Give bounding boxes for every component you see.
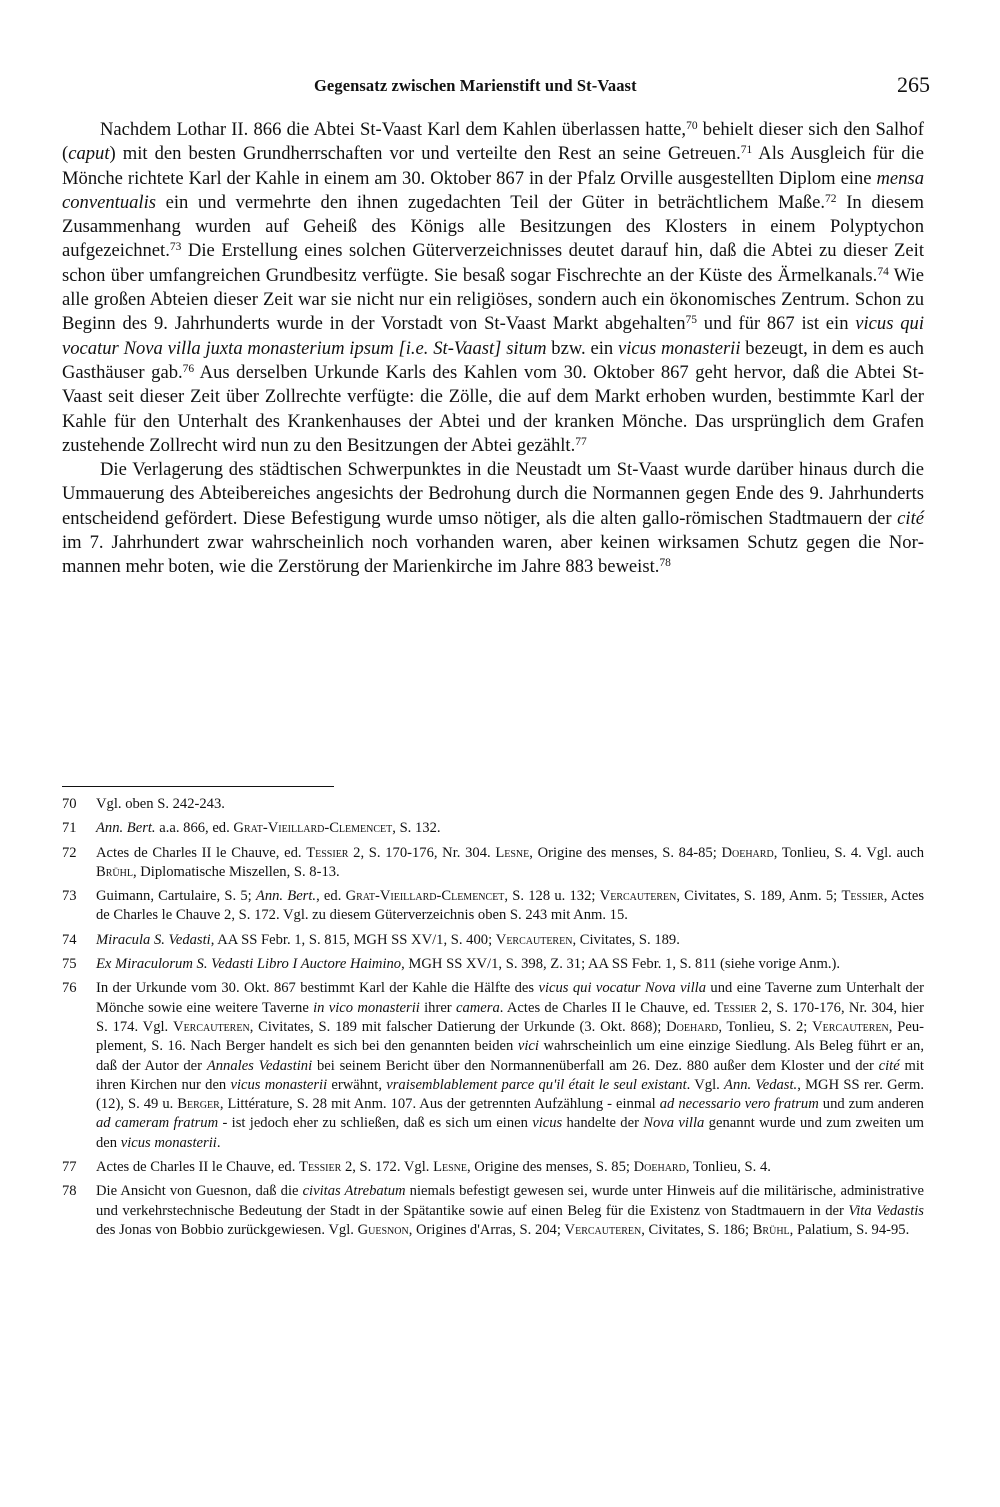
italic-text: ad necessario vero fratrum [659, 1096, 819, 1113]
footnote [62, 1182, 924, 1240]
italic-text: vicus [532, 1115, 563, 1132]
text-run: , Palatium, S. 94-95. [789, 1221, 910, 1238]
text-run: , Origines d'Arras, S. 204; [408, 1221, 565, 1238]
text-run: ihrer [419, 999, 456, 1016]
footnote-number: 70 [62, 796, 77, 812]
text-run: , Peuplement, S. 16. Nach Berger handelt es sich bei den genannten beiden [96, 1018, 925, 1055]
author-name: Grat-Vieillard-Clemencet [233, 820, 393, 837]
text-run: genannt wurde und zum zweiten um den [96, 1115, 924, 1151]
text-run: , Littérature, S. 28 mit Anm. 107. Aus der getrennten Aufzählung - einmal [219, 1096, 660, 1113]
text-run: und für 867 ist ein [697, 313, 856, 335]
text-run: - ist jedoch eher zu schließen, daß es sich um einen [218, 1115, 533, 1132]
text-run: Aus derselben Urkunde Karls des Kahlen vom 30. Oktober 867 geht hervor, daß die Abtei St-Vaast seit dieser Zeit über Zollrechte verfügte: die Zölle, die auf dem Markt erhoben wurden, bestimmte Karl der Kahle für den Unterhalt des Krankenhauses der Abtei und der kranken Mönche. Das ursprünglich dem Grafen zustehende Zollrecht wird nun zu den Besitzungen der Abtei gezählt. [62, 361, 924, 456]
text-run: handelte der [562, 1115, 644, 1132]
text-run: mit ihren Kirchen nur den [96, 1057, 924, 1093]
text-run: , S. 128 u. 132; [504, 888, 600, 905]
text-run: und zum anderen [818, 1096, 924, 1113]
text-run: im 7. Jahrhundert zwar wahrscheinlich noch vorhanden waren, aber keinen wirksamen Schutz gegen die Normannen mehr boten, wie die Zerstörung der Marienkirche im Jahre 883 beweist. [62, 532, 924, 578]
footnote-number: 78 [62, 1183, 77, 1200]
text-run: , Tonlieu, S. 4. Vgl. auch [773, 844, 925, 861]
italic-text: vicus monasterii [230, 1076, 328, 1093]
footnote-ref: 70 [686, 120, 698, 132]
author-name: Vercauteren [599, 888, 677, 905]
text-run: , MGH SS XV/1, S. 398, Z. 31; AA SS Febr. 1, S. 811 (siehe vorige Anm.). [401, 956, 841, 973]
footnote [62, 887, 924, 926]
italic-text: vicus qui vocatur Nova villa [538, 980, 707, 997]
text-run: bei seinem Bericht über den Normannenüberfall am 26. Dez. 880 außer dem Kloster und der [312, 1057, 879, 1074]
text-run: Actes de Charles II le Chauve, ed. [96, 1159, 300, 1176]
footnote-number: 71 [62, 820, 77, 837]
author-name: Doehard [666, 1018, 719, 1035]
text-run: niemals befestigt gewesen sei, wurde unter Hinweis auf die militärische, administrative und verkehrstechnische Bedeutung der Stadt in der Spätantike sowie auf einen Beleg für die Existenz von Stadtmauern in der [96, 1183, 924, 1219]
footnote-ref: 71 [740, 144, 753, 157]
text-run: , Civitates, S. 186; [641, 1221, 753, 1238]
footnote [62, 979, 924, 1153]
text-run: Die Ansicht von Guesnon, daß die [96, 1183, 303, 1200]
text-run: In diesem Zusammenhang wurden auf Geheiß des Königs alle Besitzungen des Klosters in einem Polyptychon aufgezeichnet. [62, 191, 924, 262]
text-run: des Jonas von Bobbio zurückgewiesen. Vgl. [96, 1221, 358, 1238]
text-run: Als Ausgleich für die Mönche richtete Karl der Kahle in einem am 30. Oktober 867 in der Pfalz Orville ausgestellten Diplom eine [62, 143, 924, 189]
footnote-number: 75 [62, 956, 77, 973]
author-name: Berger [177, 1096, 220, 1113]
italic-text: Annales Vedastini [206, 1057, 313, 1074]
text-run: , Civitates, S. 189 mit falscher Datierung der Urkunde (3. Okt. 868); [249, 1018, 667, 1035]
author-name: Tessier [306, 844, 349, 861]
footnote-number: 72 [62, 844, 77, 861]
text-run: ein und vermehrte den ihnen zugedachten Teil der Güter in beträchtlichem Maße. [155, 191, 826, 213]
text-run: behielt dieser sich den Salhof ( [62, 119, 924, 165]
text-run: wahrscheinlich um eine einzige Siedlung. Als Beleg führt er an, daß der Autor der [96, 1038, 924, 1074]
paragraph [62, 118, 924, 458]
text-run: Nachdem Lothar II. 866 die Abtei St-Vaast Karl dem Kahlen überlassen hatte, [100, 119, 687, 140]
author-name: Doehard [721, 844, 774, 861]
text-run: , Civitates, S. 189, Anm. 5; [676, 888, 842, 905]
paragraph [62, 458, 924, 579]
text-run: , ed. [316, 888, 346, 905]
author-name: Tessier [841, 888, 884, 905]
italic-text: Ann. Vedast. [724, 1076, 798, 1093]
text-run: , MGH SS rer. Germ. (12), S. 49 u. [96, 1076, 924, 1113]
text-run: Guimann, Cartulaire, S. 5; [96, 888, 256, 905]
text-run: bezeugt, in dem es auch Gasthäuser gab. [62, 337, 924, 383]
italic-text: cité [897, 507, 924, 529]
italic-text: cité [878, 1057, 900, 1074]
body-text [62, 118, 924, 580]
text-run: Die Erstellung eines solchen Güterverzeichnisses deutet darauf hin, daß die Abtei zu dieser Zeit schon über umfangreichen Grundbesitz verfügte. Sie besaß sogar Fischrechte an der Küste des Ärmelkanals. [62, 240, 924, 286]
italic-text: vicus monasterii [617, 337, 741, 359]
footnote-number: 73 [62, 888, 77, 905]
footnote [62, 844, 924, 883]
text-run: 2, S. 170-176, Nr. 304, hier S. 174. Vgl. [96, 999, 924, 1035]
footnote-separator [62, 786, 334, 787]
footnote [62, 819, 924, 838]
italic-text: vici [517, 1038, 539, 1055]
text-run: ) mit den besten Grundherrschaften vor und verteilte den Rest an seine Getreuen. [109, 143, 741, 165]
italic-text: Ex Miraculorum S. Vedasti Libro I Auctore Haimino [96, 956, 402, 973]
text-run: . Actes de Charles II le Chauve, ed. [499, 999, 715, 1016]
footnote-ref: 75 [685, 314, 698, 327]
italic-text: vraisemblablement parce qu'il était le seul existant [386, 1076, 687, 1093]
text-run: , Tonlieu, S. 2; [718, 1018, 813, 1035]
footnote-ref: 76 [182, 362, 195, 375]
text-run: 2, S. 170-176, Nr. 304. [348, 844, 496, 861]
footnote-ref: 78 [659, 557, 671, 570]
running-title: Gegensatz zwischen Marienstift und St-Vaast [314, 76, 637, 95]
author-name: Brühl [96, 863, 133, 880]
running-head [62, 72, 932, 102]
text-run: , Diplomatische Miszellen, S. 8-13. [132, 863, 340, 880]
italic-text: caput [68, 143, 110, 165]
author-name: Vercauteren [812, 1018, 889, 1035]
italic-text: vicus qui vocatur Nova villa juxta monasterium ipsum [i.e. St-Vaast] situm [62, 313, 924, 359]
text-run: a.a. 866, ed. [155, 820, 234, 837]
text-run: bzw. ein [546, 337, 618, 359]
author-name: Grat-Vieillard-Clemencet [345, 888, 505, 905]
text-run: In der Urkunde vom 30. Okt. 867 bestimmt Karl der Kahle die Hälfte des [96, 980, 539, 997]
author-name: Vercauteren [495, 931, 573, 948]
text-run: Die Verlagerung des städtischen Schwerpunktes in die Neustadt um St-Vaast wurde darüber hinaus durch die Ummauerung des Abteibereiches angesichts der Bedrohung durch die Normannen gegen Ende des 9. Jahrhunderts entscheidend gefördert. Diese Befestigung wurde umso nötiger, als die alten gallo-römischen Stadtmauern der [62, 459, 924, 529]
page-number: 265 [897, 72, 930, 97]
author-name: Vercauteren [564, 1221, 642, 1238]
italic-text: Miracula S. Vedasti [96, 931, 211, 948]
text-run: Vgl. oben S. 242-243. [96, 796, 225, 812]
italic-text: ad cameram fratrum [96, 1115, 219, 1132]
italic-text: mensa conventualis [62, 167, 924, 213]
italic-text: Vita Vedastis [848, 1202, 924, 1219]
footnote [62, 795, 924, 814]
text-run: , AA SS Febr. 1, S. 815, MGH SS XV/1, S. 400; [210, 931, 496, 948]
italic-text: camera [455, 999, 500, 1016]
text-run: Actes de Charles II le Chauve, ed. [96, 844, 307, 861]
text-run: , Origine des menses, S. 85; [467, 1159, 634, 1176]
text-run: , Origine des menses, S. 84-85; [529, 844, 722, 861]
footnote [62, 955, 924, 974]
footnote [62, 931, 924, 950]
author-name: Vercauteren [173, 1018, 250, 1035]
italic-text: Nova villa [643, 1115, 705, 1132]
author-name: Lesne [495, 844, 530, 861]
footnote-number: 76 [62, 980, 77, 997]
footnote-number: 77 [62, 1159, 77, 1176]
footnote-ref: 77 [575, 435, 587, 448]
text-run: , Tonlieu, S. 4. [685, 1159, 771, 1176]
text-run: . Vgl. [686, 1076, 725, 1093]
italic-text: Ann. Bert. [96, 820, 156, 837]
text-run: und eine Taverne zum Unterhalt der Mönche sowie eine weitere Taverne [96, 980, 924, 1016]
text-run: , S. 132. [392, 820, 441, 837]
text-run: . [216, 1134, 221, 1151]
italic-text: vicus monasterii [120, 1134, 217, 1151]
italic-text: in vico monasterii [313, 999, 420, 1016]
footnote-ref: 73 [169, 241, 182, 254]
footnotes [62, 795, 924, 1245]
text-run: Wie alle großen Abteien dieser Zeit war sie nicht nur ein religiöses, sondern auch ein ökonomisches Zentrum. Schon zu Beginn des 9. Jahrhunderts wurde in der Vorstadt von St-Vaast Markt abgehalten [62, 264, 924, 335]
author-name: Tessier [299, 1159, 342, 1176]
author-name: Guesnon [357, 1221, 409, 1238]
text-run: , Actes de Charles le Chauve 2, S. 172. Vgl. zu diesem Güterverzeichnis oben S. 243 mit Anm. 15. [96, 888, 924, 924]
footnote-ref: 74 [877, 265, 889, 278]
author-name: Doehard [633, 1159, 686, 1176]
footnote-number: 74 [62, 931, 77, 948]
italic-text: Ann. Bert. [255, 888, 317, 905]
text-run: erwähnt, [327, 1076, 387, 1093]
author-name: Tessier [714, 999, 757, 1016]
footnote-ref: 72 [825, 192, 837, 205]
text-run: , Civitates, S. 189. [572, 931, 680, 948]
italic-text: civitas Atrebatum [302, 1183, 406, 1200]
author-name: Brühl [752, 1221, 790, 1238]
author-name: Lesne [433, 1159, 467, 1176]
text-run: 2, S. 172. Vgl. [341, 1159, 434, 1176]
footnote [62, 1158, 924, 1177]
